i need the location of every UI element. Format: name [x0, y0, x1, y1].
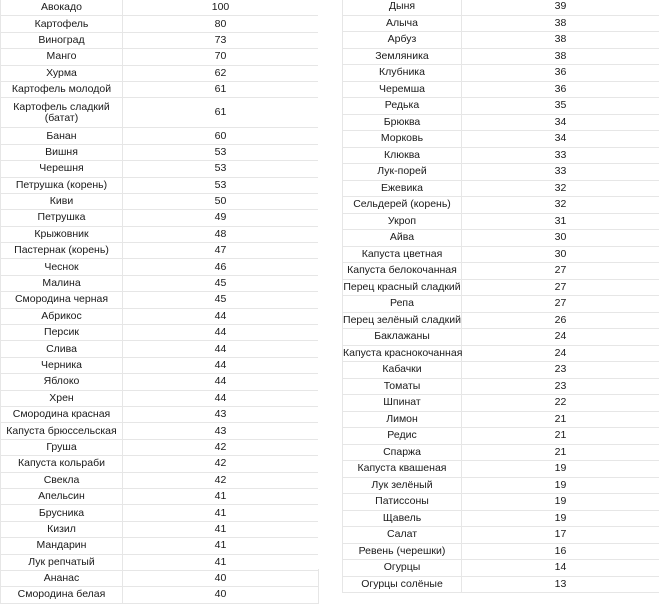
value-cell: 35 [462, 98, 659, 115]
value-cell: 42 [123, 456, 319, 472]
table-row [343, 362, 659, 379]
value-cell: 34 [462, 114, 659, 131]
value-cell: 32 [462, 197, 659, 214]
value-cell: 60 [123, 128, 319, 144]
value-cell: 41 [123, 505, 319, 521]
table-row [343, 576, 659, 593]
value-cell: 43 [123, 423, 319, 439]
value-cell: 23 [462, 378, 659, 395]
table-row [1, 538, 319, 554]
column-gap [318, 0, 342, 569]
value-cell: 73 [123, 32, 319, 48]
table-row [1, 16, 319, 32]
table-row [343, 246, 659, 263]
table-row [343, 411, 659, 428]
table-row [1, 259, 319, 275]
product-name-cell: Слива [1, 341, 123, 357]
value-cell: 44 [123, 308, 319, 324]
product-name-cell: Брюква [343, 114, 462, 131]
value-cell: 43 [123, 406, 319, 422]
table-row [343, 345, 659, 362]
value-cell: 33 [462, 147, 659, 164]
product-name-cell: Черника [1, 357, 123, 373]
product-name-cell: Хрен [1, 390, 123, 406]
value-cell: 19 [462, 477, 659, 494]
value-cell: 44 [123, 341, 319, 357]
product-name-cell: Лук-порей [343, 164, 462, 181]
table-row [343, 428, 659, 445]
product-name-cell: Арбуз [343, 32, 462, 49]
table-row [1, 128, 319, 144]
product-name-cell: Хурма [1, 65, 123, 81]
table-row [1, 210, 319, 226]
product-name-cell: Апельсин [1, 488, 123, 504]
table-row [1, 374, 319, 390]
table-row [343, 131, 659, 148]
product-name-cell: Чеснок [1, 259, 123, 275]
product-name-cell: Шпинат [343, 395, 462, 412]
table-row [1, 193, 319, 209]
product-name-cell: Капуста кольраби [1, 456, 123, 472]
value-cell: 27 [462, 263, 659, 280]
table-row [343, 560, 659, 577]
value-cell: 44 [123, 374, 319, 390]
value-cell: 41 [123, 538, 319, 554]
value-cell: 48 [123, 226, 319, 242]
value-cell: 19 [462, 461, 659, 478]
value-cell: 33 [462, 164, 659, 181]
table-row [1, 456, 319, 472]
value-cell: 50 [123, 193, 319, 209]
table-row [1, 49, 319, 65]
value-cell: 14 [462, 560, 659, 577]
table-row [1, 144, 319, 160]
value-cell: 16 [462, 543, 659, 560]
value-cell: 61 [123, 98, 319, 128]
table-row [343, 329, 659, 346]
product-name-cell: Лимон [343, 411, 462, 428]
table-row [343, 213, 659, 230]
value-cell: 36 [462, 65, 659, 82]
value-cell: 49 [123, 210, 319, 226]
table-row [1, 554, 319, 570]
table-row [343, 180, 659, 197]
table-row [343, 477, 659, 494]
product-name-cell: Лук зелёный [343, 477, 462, 494]
value-cell: 41 [123, 521, 319, 537]
product-name-cell: Огурцы [343, 560, 462, 577]
table-row [343, 32, 659, 49]
table-row [343, 81, 659, 98]
product-name-cell: Капуста брюссельская [1, 423, 123, 439]
table-row [1, 472, 319, 488]
product-name-cell: Спаржа [343, 444, 462, 461]
product-name-cell: Абрикос [1, 308, 123, 324]
table-row [343, 510, 659, 527]
table-row [343, 378, 659, 395]
product-name-cell: Смородина черная [1, 292, 123, 308]
right-table-body [343, 0, 659, 593]
table-row [343, 0, 659, 15]
product-name-cell: Щавель [343, 510, 462, 527]
product-name-cell: Картофель сладкий (батат) [1, 98, 123, 128]
value-cell: 22 [462, 395, 659, 412]
product-name-cell: Персик [1, 325, 123, 341]
product-name-cell: Манго [1, 49, 123, 65]
value-cell: 17 [462, 527, 659, 544]
table-row [1, 243, 319, 259]
table-row [343, 527, 659, 544]
value-cell: 38 [462, 48, 659, 65]
product-name-cell: Репа [343, 296, 462, 313]
value-cell: 53 [123, 144, 319, 160]
table-row [343, 48, 659, 65]
table-row [1, 341, 319, 357]
table-row [343, 444, 659, 461]
value-cell: 80 [123, 16, 319, 32]
table-row [343, 114, 659, 131]
value-cell: 40 [123, 570, 319, 586]
product-name-cell: Капуста квашеная [343, 461, 462, 478]
product-name-cell: Морковь [343, 131, 462, 148]
product-name-cell: Патиссоны [343, 494, 462, 511]
product-name-cell: Черешня [1, 161, 123, 177]
table-row [343, 395, 659, 412]
left-table [0, 0, 319, 604]
product-name-cell: Капуста краснокочанная [343, 345, 462, 362]
product-name-cell: Капуста цветная [343, 246, 462, 263]
product-name-cell: Банан [1, 128, 123, 144]
left-table-body [1, 0, 319, 603]
product-name-cell: Перец зелёный сладкий [343, 312, 462, 329]
product-name-cell: Смородина красная [1, 406, 123, 422]
product-name-cell: Айва [343, 230, 462, 247]
right-table [342, 0, 659, 593]
product-name-cell: Малина [1, 275, 123, 291]
table-row [343, 263, 659, 280]
value-cell: 31 [462, 213, 659, 230]
product-name-cell: Виноград [1, 32, 123, 48]
value-cell: 38 [462, 15, 659, 32]
table-row [1, 423, 319, 439]
value-cell: 21 [462, 411, 659, 428]
value-cell: 26 [462, 312, 659, 329]
table-row [1, 65, 319, 81]
table-row [343, 164, 659, 181]
value-cell: 53 [123, 177, 319, 193]
table-row [343, 312, 659, 329]
table-row [1, 226, 319, 242]
value-cell: 100 [123, 0, 319, 16]
table-row [1, 177, 319, 193]
value-cell: 53 [123, 161, 319, 177]
value-cell: 45 [123, 275, 319, 291]
table-row [1, 0, 319, 16]
value-cell: 42 [123, 439, 319, 455]
product-name-cell: Ревень (черешки) [343, 543, 462, 560]
product-name-cell: Авокадо [1, 0, 123, 16]
product-name-cell: Перец красный сладкий [343, 279, 462, 296]
value-cell: 62 [123, 65, 319, 81]
table-row [343, 230, 659, 247]
product-name-cell: Капуста белокочанная [343, 263, 462, 280]
product-name-cell: Яблоко [1, 374, 123, 390]
product-name-cell: Петрушка [1, 210, 123, 226]
table-row [343, 98, 659, 115]
value-cell: 41 [123, 488, 319, 504]
product-name-cell: Кабачки [343, 362, 462, 379]
product-name-cell: Петрушка (корень) [1, 177, 123, 193]
value-cell: 39 [462, 0, 659, 15]
value-cell: 19 [462, 494, 659, 511]
table-row [1, 488, 319, 504]
value-cell: 45 [123, 292, 319, 308]
table-row [343, 147, 659, 164]
product-name-cell: Лук репчатый [1, 554, 123, 570]
table-row [1, 357, 319, 373]
table-row [1, 292, 319, 308]
table-row [1, 325, 319, 341]
table-row [1, 275, 319, 291]
value-cell: 30 [462, 230, 659, 247]
product-name-cell: Редис [343, 428, 462, 445]
value-cell: 27 [462, 296, 659, 313]
product-name-cell: Брусника [1, 505, 123, 521]
table-row [343, 197, 659, 214]
product-name-cell: Укроп [343, 213, 462, 230]
value-cell: 36 [462, 81, 659, 98]
product-name-cell: Земляника [343, 48, 462, 65]
product-name-cell: Свекла [1, 472, 123, 488]
product-name-cell: Дыня [343, 0, 462, 15]
product-name-cell: Смородина белая [1, 587, 123, 603]
product-name-cell: Киви [1, 193, 123, 209]
value-cell: 27 [462, 279, 659, 296]
table-row [1, 570, 319, 586]
table-row [1, 161, 319, 177]
product-name-cell: Сельдерей (корень) [343, 197, 462, 214]
product-name-cell: Груша [1, 439, 123, 455]
table-row [1, 308, 319, 324]
product-name-cell: Огурцы солёные [343, 576, 462, 593]
product-name-cell: Томаты [343, 378, 462, 395]
value-cell: 21 [462, 428, 659, 445]
value-cell: 42 [123, 472, 319, 488]
value-cell: 44 [123, 357, 319, 373]
value-cell: 24 [462, 329, 659, 346]
product-name-cell: Картофель [1, 16, 123, 32]
product-name-cell: Черемша [343, 81, 462, 98]
value-cell: 70 [123, 49, 319, 65]
table-row [1, 81, 319, 97]
value-cell: 41 [123, 554, 319, 570]
value-cell: 13 [462, 576, 659, 593]
table-row [1, 406, 319, 422]
table-row [1, 521, 319, 537]
value-cell: 24 [462, 345, 659, 362]
table-row [1, 390, 319, 406]
product-name-cell: Мандарин [1, 538, 123, 554]
product-name-cell: Баклажаны [343, 329, 462, 346]
product-name-cell: Картофель молодой [1, 81, 123, 97]
value-cell: 19 [462, 510, 659, 527]
product-name-cell: Пастернак (корень) [1, 243, 123, 259]
table-row [343, 461, 659, 478]
value-cell: 46 [123, 259, 319, 275]
product-name-cell: Вишня [1, 144, 123, 160]
product-name-cell: Клубника [343, 65, 462, 82]
table-row [343, 279, 659, 296]
product-name-cell: Редька [343, 98, 462, 115]
table-row [1, 439, 319, 455]
product-name-cell: Ананас [1, 570, 123, 586]
table-row [343, 543, 659, 560]
value-cell: 44 [123, 325, 319, 341]
value-cell: 38 [462, 32, 659, 49]
value-cell: 23 [462, 362, 659, 379]
table-row [1, 32, 319, 48]
product-name-cell: Салат [343, 527, 462, 544]
value-cell: 30 [462, 246, 659, 263]
table-row [343, 15, 659, 32]
value-cell: 40 [123, 587, 319, 603]
value-cell: 61 [123, 81, 319, 97]
table-row [343, 65, 659, 82]
value-cell: 21 [462, 444, 659, 461]
table-row [343, 494, 659, 511]
table-row [1, 98, 319, 128]
value-cell: 44 [123, 390, 319, 406]
product-name-cell: Алыча [343, 15, 462, 32]
product-name-cell: Клюква [343, 147, 462, 164]
table-row [1, 505, 319, 521]
value-cell: 32 [462, 180, 659, 197]
value-cell: 47 [123, 243, 319, 259]
product-name-cell: Ежевика [343, 180, 462, 197]
product-name-cell: Крыжовник [1, 226, 123, 242]
table-row [1, 587, 319, 603]
value-cell: 34 [462, 131, 659, 148]
product-name-cell: Кизил [1, 521, 123, 537]
table-row [343, 296, 659, 313]
